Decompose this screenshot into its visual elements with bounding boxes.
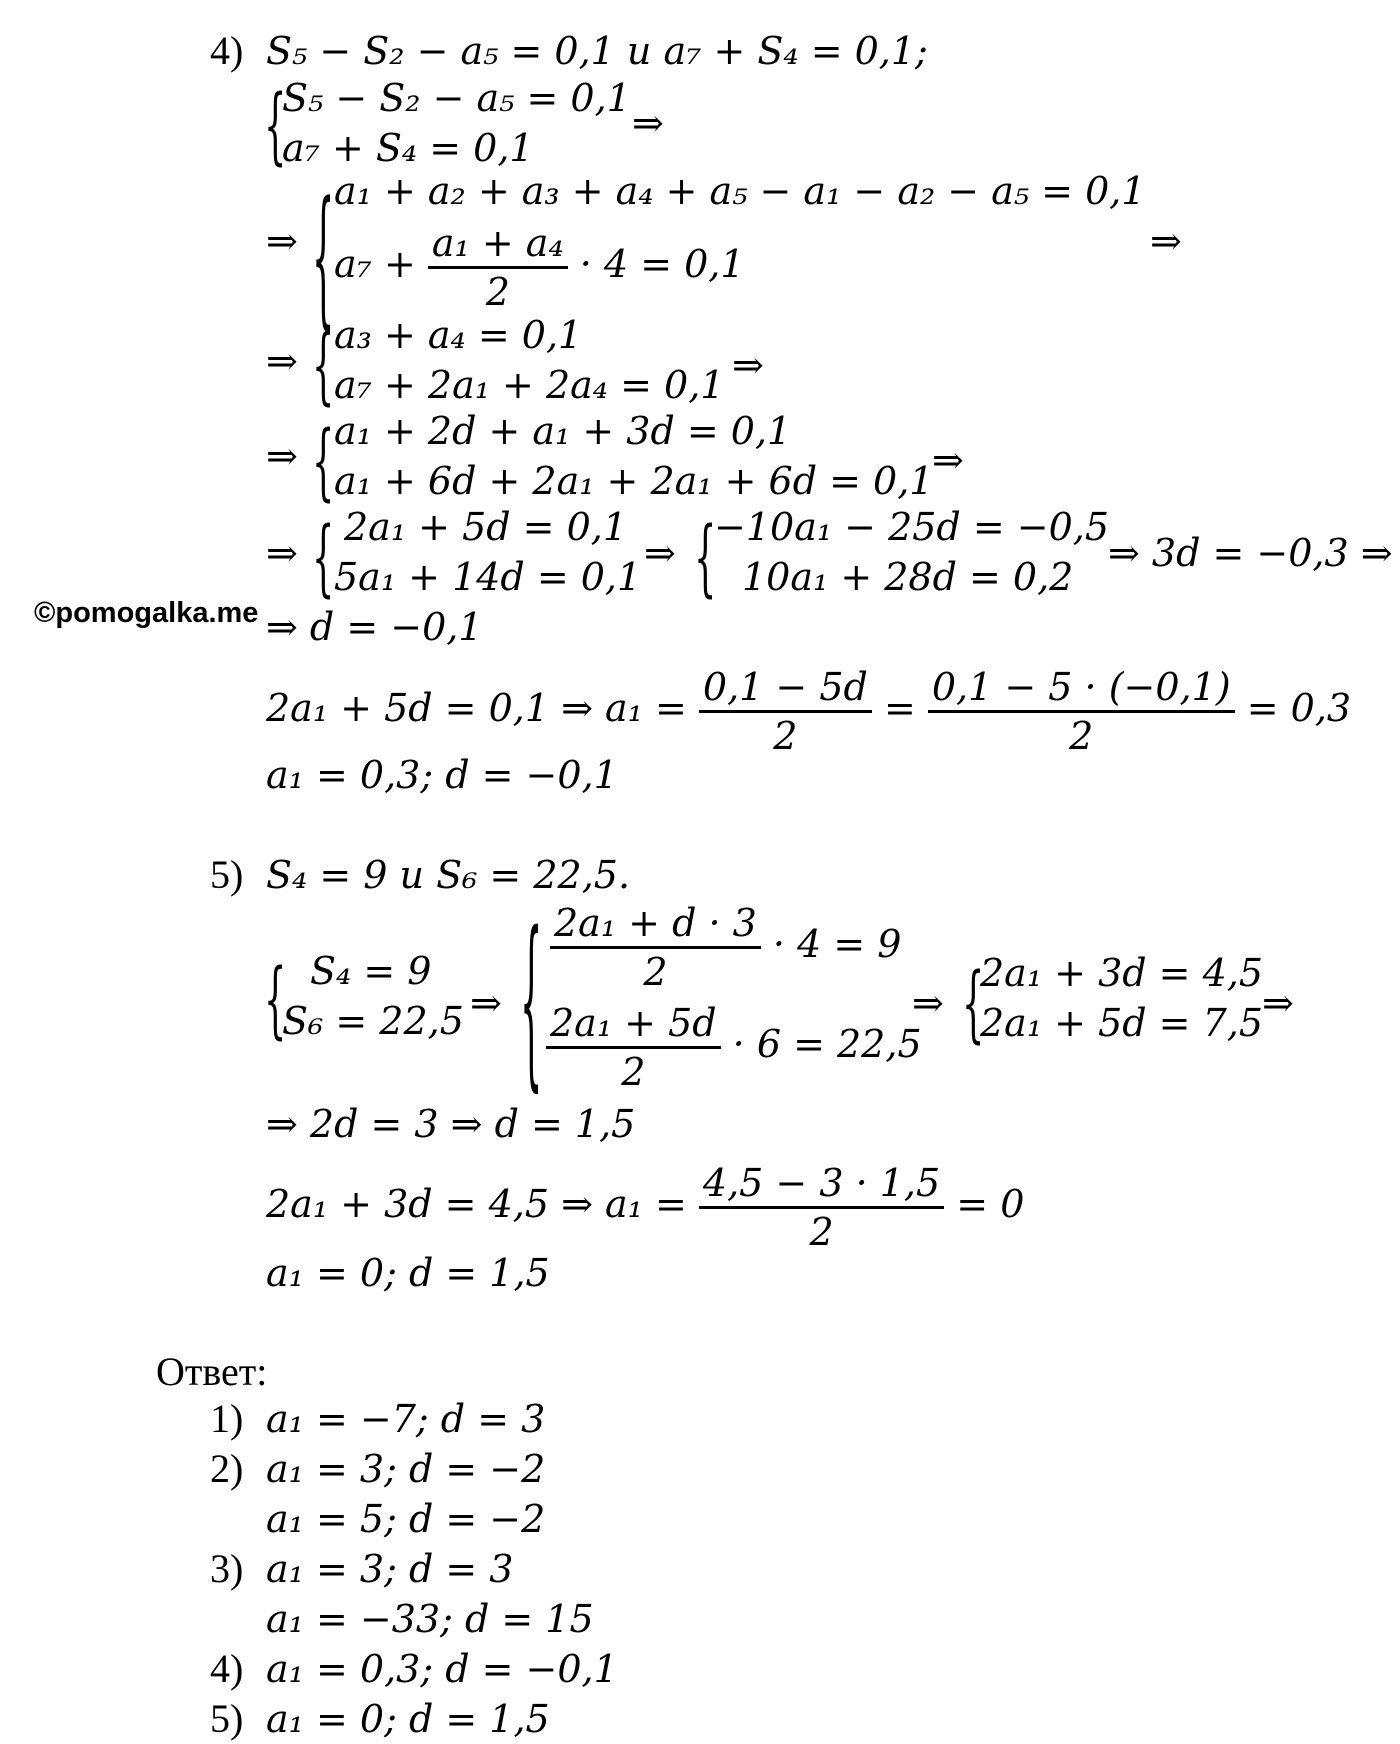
system-brace: { (694, 510, 717, 607)
fraction (550, 900, 761, 995)
watermark: ©pomogalka.me (34, 597, 259, 629)
expr-part: 2a₁ + 3d = 4,5 ⇒ a₁ = (266, 1182, 687, 1226)
fraction-denominator: 2 (1069, 714, 1094, 758)
task5-sys2-line1 (550, 900, 901, 995)
answer-label: 1) (210, 1396, 244, 1441)
fraction-denominator: 2 (809, 1210, 834, 1254)
system-brace: { (312, 510, 335, 607)
answer-value: a₁ = 0; d = 1,5 (266, 1697, 550, 1741)
task5-sys1-line2: S₆ = 22,5 (282, 999, 464, 1043)
answer-label: 4) (210, 1646, 244, 1691)
fraction-denominator: 2 (773, 714, 798, 758)
answer-value: a₁ = 0,3; d = −0,1 (266, 1647, 618, 1691)
answer-value: a₁ = 5; d = −2 (266, 1497, 546, 1541)
expr-part: 2a₁ + 5d = 0,1 ⇒ a₁ = (266, 686, 687, 730)
task5-sys3-line2: 2a₁ + 5d = 7,5 (980, 1001, 1263, 1045)
task4-sys6-tail: ⇒ 3d = −0,3 ⇒ (1108, 531, 1393, 575)
implies-arrow: ⇒ (266, 434, 298, 478)
implies-arrow: ⇒ (632, 101, 664, 145)
answer-heading: Ответ: (156, 1349, 268, 1394)
implies-arrow: ⇒ (266, 219, 298, 263)
task4-sys4-line2: a₁ + 6d + 2a₁ + 2a₁ + 6d = 0,1 (334, 459, 934, 503)
answer-label: 5) (210, 1696, 244, 1741)
implies-arrow: ⇒ (1262, 981, 1294, 1025)
task4-sys6-line1: −10a₁ − 25d = −0,5 (714, 505, 1110, 549)
system-brace: { (520, 896, 543, 1111)
implies-arrow: ⇒ (1150, 219, 1182, 263)
fraction-numerator: 2a₁ + d · 3 (550, 900, 761, 949)
task4-sys5-line1: 2a₁ + 5d = 0,1 (344, 505, 627, 549)
expr-part: · 6 = 22,5 (732, 1022, 922, 1066)
answer-value: a₁ = 3; d = −2 (266, 1447, 546, 1491)
system-brace: { (962, 956, 985, 1053)
task5-sys2-line2 (546, 1000, 922, 1095)
system-brace: { (264, 952, 287, 1049)
answer-label: 2) (210, 1446, 244, 1491)
task5-result: a₁ = 0; d = 1,5 (266, 1251, 550, 1295)
task4-a1-line (266, 664, 1351, 759)
fraction-numerator: a₁ + a₄ (428, 220, 568, 269)
answer-value: a₁ = −7; d = 3 (266, 1397, 546, 1441)
task5-a1-line (266, 1160, 1024, 1255)
task5-statement: S₄ = 9 и S₆ = 22,5. (266, 853, 631, 897)
expr-part: = 0 (956, 1182, 1025, 1226)
system-brace: { (312, 414, 335, 511)
task4-statement: S₅ − S₂ − a₅ = 0,1 и a₇ + S₄ = 0,1; (266, 29, 928, 73)
implies-arrow: ⇒ (266, 339, 298, 383)
fraction (699, 664, 872, 759)
task4-sys2-line1: a₁ + a₂ + a₃ + a₄ + a₅ − a₁ − a₂ − a₅ = 0,1 (334, 169, 1146, 213)
task5-sys3-line1: 2a₁ + 3d = 4,5 (980, 951, 1263, 995)
task5-label: 5) (210, 852, 244, 897)
task4-sys6-line2: 10a₁ + 28d = 0,2 (742, 555, 1074, 599)
fraction (928, 664, 1235, 759)
task4-sys3-line1: a₃ + a₄ = 0,1 (334, 313, 583, 357)
task4-sys5-line2: 5a₁ + 14d = 0,1 (334, 555, 642, 599)
system-brace: { (312, 172, 335, 346)
task4-d-result: ⇒ d = −0,1 (266, 605, 483, 649)
fraction (699, 1160, 944, 1255)
expr-part: a₇ + (334, 242, 416, 286)
expr-part: = (883, 686, 916, 730)
task4-sys2-line2 (334, 220, 745, 315)
implies-arrow: ⇒ (732, 343, 764, 387)
task5-d-line: ⇒ 2d = 3 ⇒ d = 1,5 (266, 1102, 636, 1146)
answer-value: a₁ = −33; d = 15 (266, 1597, 594, 1641)
implies-arrow: ⇒ (644, 531, 676, 575)
fraction-numerator: 2a₁ + 5d (546, 1000, 721, 1049)
task4-sys4-line1: a₁ + 2d + a₁ + 3d = 0,1 (334, 409, 792, 453)
implies-arrow: ⇒ (932, 438, 964, 482)
task5-sys1-line1: S₄ = 9 (310, 949, 432, 993)
implies-arrow: ⇒ (912, 981, 944, 1025)
system-brace: { (312, 318, 335, 415)
task4-label: 4) (210, 28, 244, 73)
implies-arrow: ⇒ (266, 531, 298, 575)
expr-part: · 4 = 0,1 (579, 242, 745, 286)
answer-label: 3) (210, 1546, 244, 1591)
answer-value: a₁ = 3; d = 3 (266, 1547, 514, 1591)
fraction-numerator: 4,5 − 3 · 1,5 (699, 1160, 944, 1209)
fraction-numerator: 0,1 − 5 · (−0,1) (928, 664, 1235, 713)
task4-result: a₁ = 0,3; d = −0,1 (266, 753, 618, 797)
fraction-denominator: 2 (621, 1050, 646, 1094)
fraction (546, 1000, 721, 1095)
fraction-denominator: 2 (485, 270, 510, 314)
system-brace: { (264, 78, 287, 175)
fraction-numerator: 0,1 − 5d (699, 664, 872, 713)
fraction (428, 220, 568, 315)
fraction-denominator: 2 (643, 950, 668, 994)
expr-part: · 4 = 9 (772, 922, 902, 966)
implies-arrow: ⇒ (470, 981, 502, 1025)
task4-sys1-line1: S₅ − S₂ − a₅ = 0,1 (282, 76, 631, 120)
task4-sys1-line2: a₇ + S₄ = 0,1 (282, 126, 534, 170)
expr-part: = 0,3 (1246, 686, 1352, 730)
task4-sys3-line2: a₇ + 2a₁ + 2a₄ = 0,1 (334, 363, 725, 407)
